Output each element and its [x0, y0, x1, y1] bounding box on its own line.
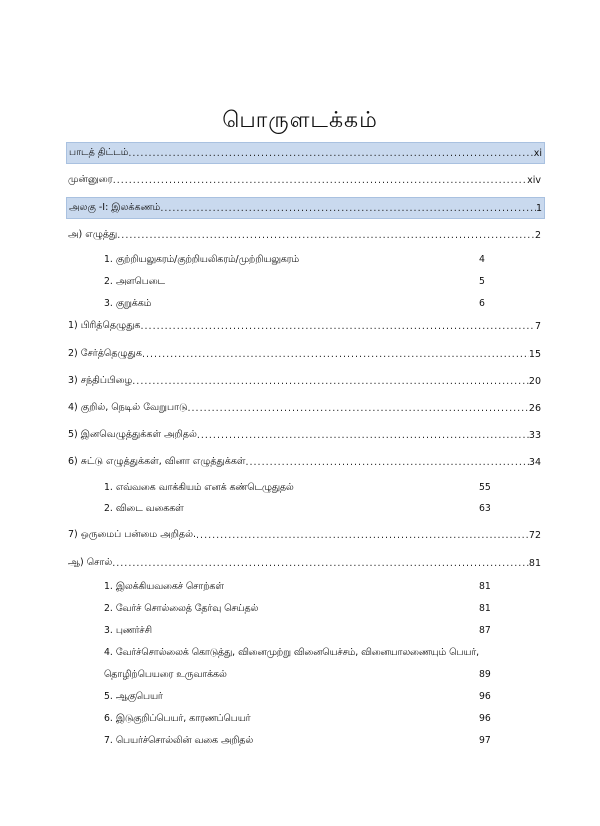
dot-leader — [196, 530, 529, 541]
toc-page: 97 — [479, 735, 491, 746]
toc-label: 6) சுட்டு எழுத்துக்கள், வினா எழுத்துக்கள் — [68, 456, 246, 467]
toc-page: 20 — [528, 375, 541, 387]
toc-page: 2 — [534, 229, 541, 241]
toc-entry-ezhuthu[interactable] — [66, 226, 543, 244]
toc-label: 5. ஆகுபெயர் — [104, 691, 163, 702]
toc-subentry[interactable] — [104, 669, 504, 685]
toc-subentry[interactable] — [104, 581, 504, 597]
toc-entry[interactable] — [66, 345, 543, 363]
toc-label: 3. புணர்ச்சி — [104, 625, 152, 636]
toc-entry[interactable] — [66, 317, 543, 335]
toc-entry[interactable] — [66, 526, 543, 544]
toc-subentry[interactable] — [104, 625, 504, 641]
toc-page: xiv — [527, 174, 541, 186]
toc-subentry[interactable] — [104, 482, 504, 498]
toc-page: 1 — [535, 202, 542, 214]
toc-subentry[interactable] — [104, 298, 504, 314]
toc-label: 1) பிரித்தெழுதுக — [68, 320, 141, 331]
dot-leader — [112, 558, 529, 569]
toc-label: 4) குறில், நெடில் வேறுபாடு — [68, 402, 188, 413]
toc-label: பாடத் திட்டம் — [69, 147, 129, 158]
toc-page: 34 — [528, 456, 541, 468]
toc-label: ஆ) சொல் — [68, 557, 113, 568]
toc-page: 7 — [534, 320, 541, 332]
dot-leader — [128, 148, 533, 159]
toc-subentry[interactable] — [104, 603, 504, 619]
toc-label: 1. குற்றியலுகரம்/குற்றியலிகரம்/முற்றியலுகரம் — [104, 254, 300, 265]
toc-page: 81 — [479, 581, 491, 592]
toc-label: 5) இனவெழுத்துக்கள் அறிதல் — [68, 429, 197, 440]
toc-label: தொழிற்பெயரை உருவாக்கல் — [104, 669, 227, 680]
toc-page: 72 — [528, 529, 541, 541]
toc-subentry[interactable] — [104, 254, 504, 270]
toc-page: 89 — [479, 669, 491, 680]
toc-label: 7) ஒருமைப் பன்மை அறிதல். — [68, 529, 197, 540]
toc-subentry[interactable] — [104, 503, 504, 519]
toc-page: xi — [533, 147, 542, 159]
toc-page: 15 — [528, 348, 541, 360]
toc-page: 55 — [479, 482, 491, 493]
toc-entry-unit-1[interactable] — [66, 197, 545, 219]
toc-label: 3. குறுக்கம் — [104, 298, 152, 309]
toc-label: 6. இடுகுறிப்பெயர், காரணப்பெயர் — [104, 713, 251, 724]
toc-page: 87 — [479, 625, 491, 636]
toc-page: 4 — [479, 254, 485, 265]
toc-page: 6 — [479, 298, 485, 309]
toc-page: 5 — [479, 276, 485, 287]
toc-page: 96 — [479, 713, 491, 724]
toc-entry-preface[interactable] — [66, 171, 543, 189]
dot-leader — [246, 457, 529, 468]
toc-page: 63 — [479, 503, 491, 514]
toc-entry[interactable] — [66, 399, 543, 417]
toc-label: அலகு -I: இலக்கணம் — [69, 202, 161, 213]
dot-leader — [197, 430, 529, 441]
toc-label: 3) சந்திப்பிழை — [68, 375, 133, 386]
toc-label: அ) எழுத்து — [68, 229, 118, 240]
toc-subentry[interactable] — [104, 691, 504, 707]
toc-label: 4. வேர்ச்சொல்லைக் கொடுத்து, வினைமுற்று வினையெச்சம், வினையாலணையும் பெயர், — [104, 647, 480, 658]
toc-entry[interactable] — [66, 453, 543, 471]
toc-label: 2. வேர்ச் சொல்லைத் தேர்வு செய்தல் — [104, 603, 259, 614]
toc-page: 81 — [479, 603, 491, 614]
toc-label: 2. விடை வகைகள் — [104, 503, 184, 514]
dot-leader — [160, 203, 536, 214]
toc-page: 33 — [528, 429, 541, 441]
toc-subentry[interactable] — [104, 647, 524, 663]
dot-leader — [132, 376, 529, 387]
dot-leader — [188, 403, 529, 414]
toc-label: 2) சேர்த்தெழுதுக — [68, 348, 142, 359]
toc-subentry[interactable] — [104, 713, 504, 729]
dot-leader — [141, 321, 535, 332]
toc-label: முன்னுரை — [68, 174, 113, 185]
toc-entry[interactable] — [66, 426, 543, 444]
toc-subentry[interactable] — [104, 276, 504, 292]
toc-subentry[interactable] — [104, 735, 504, 751]
toc-label: 7. பெயர்ச்சொல்லின் வகை அறிதல் — [104, 735, 254, 746]
dot-leader — [117, 230, 535, 241]
toc-page: 96 — [479, 691, 491, 702]
toc-entry-sol[interactable] — [66, 554, 543, 572]
toc-entry[interactable] — [66, 372, 543, 390]
toc-page: 26 — [528, 402, 541, 414]
toc-label: 1. எவ்வகை வாக்கியம் எனக் கண்டெழுதுதல் — [104, 482, 294, 493]
toc-page: 81 — [528, 557, 541, 569]
dot-leader — [142, 349, 529, 360]
toc-label: 2. அளபெடை — [104, 276, 165, 287]
dot-leader — [113, 175, 527, 186]
page-title: பொருளடக்கம் — [222, 108, 378, 133]
toc-label: 1. இலக்கியவகைச் சொற்கள் — [104, 581, 224, 592]
toc-entry-syllabus[interactable] — [66, 142, 545, 164]
